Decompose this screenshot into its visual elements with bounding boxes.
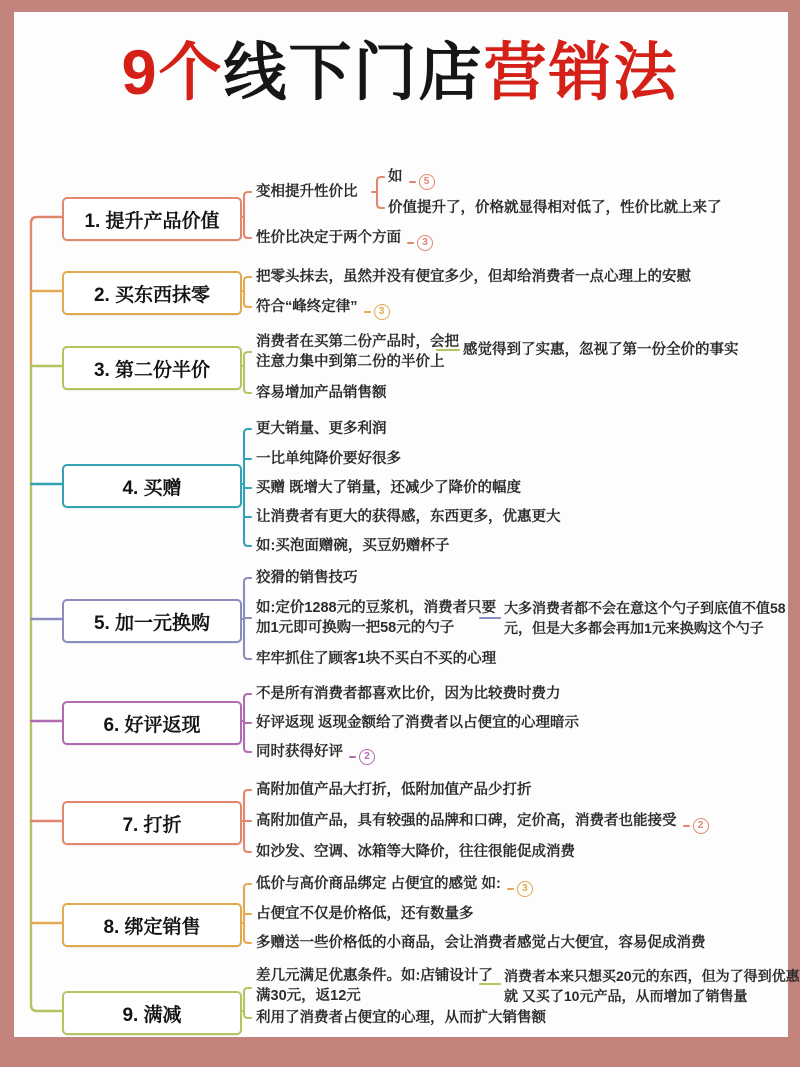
branch-node bbox=[388, 167, 435, 190]
node-text: 感觉得到了实惠，忽视了第一份全价的事实 bbox=[463, 342, 739, 358]
branch-node bbox=[256, 267, 691, 287]
node-text: 如:定价1288元的豆浆机，消费者只要 bbox=[256, 600, 497, 616]
branch-node bbox=[256, 780, 532, 800]
branch-node bbox=[256, 419, 387, 439]
node-text: 元，但是大多都会再加1元来换购这个勺子 bbox=[504, 620, 764, 636]
node-text: 性价比决定于两个方面 bbox=[256, 230, 401, 246]
branch-node bbox=[256, 332, 459, 372]
topic-box-1 bbox=[62, 197, 242, 241]
collapsed-count-badge bbox=[364, 304, 390, 320]
topic-box-5 bbox=[62, 599, 242, 643]
node-text: 一比单纯降价要好很多 bbox=[256, 451, 401, 467]
topic-title: 9. 满减 bbox=[122, 1004, 182, 1026]
node-text: 买赠 既增大了销量，还减少了降价的幅度 bbox=[256, 480, 522, 496]
node-text: 注意力集中到第二份的半价上 bbox=[256, 354, 445, 370]
branch-node bbox=[256, 874, 533, 897]
topic-box-9 bbox=[62, 991, 242, 1035]
topic-box-7 bbox=[62, 801, 242, 845]
branch-node bbox=[256, 568, 358, 588]
node-text: 变相提升性价比 bbox=[256, 184, 358, 200]
branch-node bbox=[256, 713, 579, 733]
node-text: 如:买泡面赠碗，买豆奶赠杯子 bbox=[256, 538, 450, 554]
badge-number: 5 bbox=[419, 174, 435, 190]
branch-node bbox=[256, 842, 575, 862]
node-text: 价值提升了，价格就显得相对低了，性价比就上来了 bbox=[388, 200, 722, 216]
branch-node bbox=[256, 536, 449, 556]
topic-box-4 bbox=[62, 464, 242, 508]
node-text: 高附加值产品大打折，低附加值产品少打折 bbox=[256, 782, 532, 798]
node-text: 大多消费者都不会在意这个勺子到底值不值58 bbox=[504, 600, 786, 616]
badge-number: 3 bbox=[517, 881, 533, 897]
branch-node bbox=[256, 684, 561, 704]
branch-node bbox=[256, 478, 521, 498]
branch-node bbox=[256, 904, 474, 924]
node-text: 利用了消费者占便宜的心理，从而扩大销售额 bbox=[256, 1010, 546, 1026]
branch-node bbox=[256, 598, 496, 638]
node-text: 如 bbox=[388, 169, 403, 185]
node-text: 差几元满足优惠条件。如:店铺设计了 bbox=[256, 968, 493, 984]
node-text: 狡猾的销售技巧 bbox=[256, 570, 358, 586]
collapsed-count-badge bbox=[407, 235, 433, 251]
topic-box-6 bbox=[62, 701, 242, 745]
collapsed-count-badge bbox=[683, 818, 709, 834]
branch-node bbox=[504, 966, 800, 1006]
node-text: 占便宜不仅是价格低，还有数量多 bbox=[256, 906, 474, 922]
branch-node bbox=[256, 811, 709, 834]
topic-box-3 bbox=[62, 346, 242, 390]
branch-node bbox=[256, 383, 387, 403]
node-text: 不是所有消费者都喜欢比价，因为比较费时费力 bbox=[256, 686, 561, 702]
node-text: 满30元，返12元 bbox=[256, 988, 361, 1004]
node-text: 多赠送一些价格低的小商品，会让消费者感觉占大便宜，容易促成消费 bbox=[256, 935, 706, 951]
branch-node bbox=[256, 1008, 546, 1028]
collapsed-count-badge bbox=[507, 881, 533, 897]
title-part-black: 线下门店 bbox=[223, 38, 484, 108]
node-text: 符合“峰终定律” bbox=[256, 299, 358, 315]
badge-number: 2 bbox=[359, 749, 375, 765]
title-part-red2: 营销法 bbox=[483, 38, 679, 108]
topic-title: 1. 提升产品价值 bbox=[84, 210, 220, 232]
branch-node bbox=[256, 933, 706, 953]
node-text: 把零头抹去，虽然并没有便宜多少，但却给消费者一点心理上的安慰 bbox=[256, 269, 691, 285]
branch-node bbox=[256, 507, 561, 527]
branch-node bbox=[256, 182, 358, 202]
badge-number: 2 bbox=[693, 818, 709, 834]
branch-node bbox=[463, 340, 739, 360]
branch-node bbox=[256, 649, 496, 669]
poster-paper bbox=[14, 12, 800, 1037]
topic-title: 4. 买赠 bbox=[122, 477, 182, 499]
topic-title: 7. 打折 bbox=[122, 814, 182, 836]
node-text: 好评返现 返现金额给了消费者以占便宜的心理暗示 bbox=[256, 715, 580, 731]
title-part-red1: 9个 bbox=[121, 38, 224, 108]
branch-node bbox=[256, 228, 433, 251]
topic-title: 2. 买东西抹零 bbox=[93, 284, 211, 306]
collapsed-count-badge bbox=[409, 174, 435, 190]
topic-box-8 bbox=[62, 903, 242, 947]
badge-number: 3 bbox=[417, 235, 433, 251]
topic-title: 3. 第二份半价 bbox=[93, 359, 211, 381]
node-text: 就 又买了10元产品，从而增加了销售量 bbox=[504, 988, 748, 1004]
page-title bbox=[0, 38, 800, 108]
badge-number: 3 bbox=[374, 304, 390, 320]
collapsed-count-badge bbox=[349, 749, 375, 765]
node-text: 同时获得好评 bbox=[256, 744, 343, 760]
node-text: 加1元即可换购一把58元的勺子 bbox=[256, 620, 455, 636]
topic-title: 6. 好评返现 bbox=[103, 714, 201, 736]
branch-node bbox=[256, 966, 493, 1006]
node-text: 牢牢抓住了顾客1块不买白不买的心理 bbox=[256, 651, 497, 667]
node-text: 更大销量、更多利润 bbox=[256, 421, 387, 437]
branch-node bbox=[256, 297, 390, 320]
branch-node bbox=[256, 449, 401, 469]
topic-title: 8. 绑定销售 bbox=[103, 916, 201, 938]
node-text: 让消费者有更大的获得感，东西更多，优惠更大 bbox=[256, 509, 561, 525]
branch-node bbox=[256, 742, 375, 765]
node-text: 如沙发、空调、冰箱等大降价，往往很能促成消费 bbox=[256, 844, 575, 860]
branch-node bbox=[504, 598, 786, 638]
node-text: 容易增加产品销售额 bbox=[256, 385, 387, 401]
node-text: 消费者本来只想买20元的东西，但为了得到优惠 bbox=[504, 968, 800, 984]
branch-node bbox=[388, 198, 722, 218]
node-text: 低价与高价商品绑定 占便宜的感觉 如: bbox=[256, 876, 501, 892]
node-text: 消费者在买第二份产品时，会把 bbox=[256, 334, 459, 350]
topic-box-2 bbox=[62, 271, 242, 315]
topic-title: 5. 加一元换购 bbox=[93, 612, 211, 634]
node-text: 高附加值产品，具有较强的品牌和口碑，定价高，消费者也能接受 bbox=[256, 813, 677, 829]
